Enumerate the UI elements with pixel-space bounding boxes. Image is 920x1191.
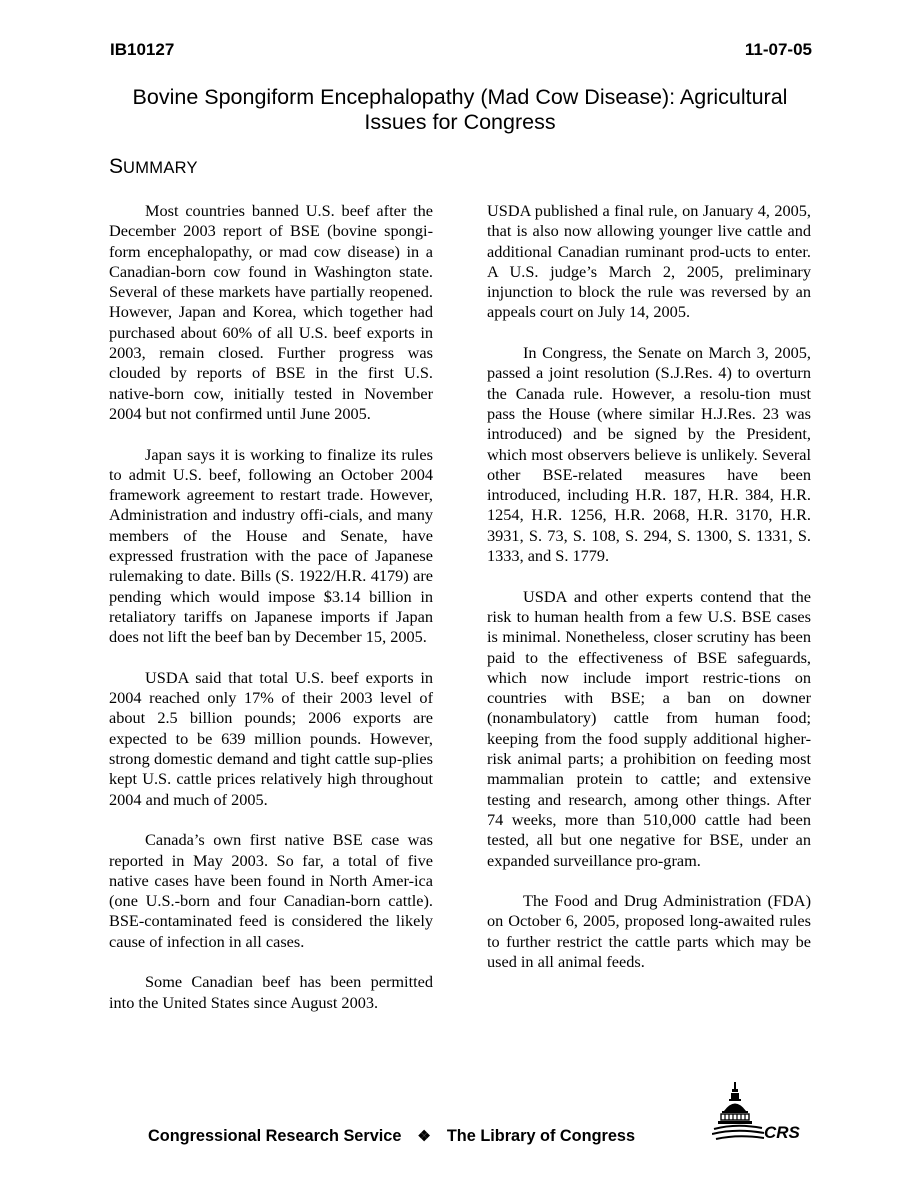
paragraph: USDA and other experts contend that the risk to human health from a few U.S. BSE cases is minimal. Nonetheless, closer scrutiny has been paid to the effectiveness of BSE safeguards, which now include import restric-tions on countries with BSE; a ban on downer (nonambulatory) cattle from human food; keeping from the food supply additional higher-risk animal parts; a prohibition on feeding most mammalian protein to cattle; and extensive testing and research, among other things. After 74 weeks, more than 510,000 cattle had been tested, all but one negative for BSE, under an expanded surveillance pro-gram. (487, 586, 811, 870)
paragraph: USDA said that total U.S. beef exports in 2004 reached only 17% of their 2003 level of about 2.5 billion pounds; 2006 exports are expected to be 639 million pounds. However, strong domestic demand and tight cattle sup-plies kept U.S. cattle prices relatively high throughout 2004 and much of 2005. (109, 667, 433, 809)
paragraph-continuation: USDA published a final rule, on January 4, 2005, that is also now allowing younger live cattle and additional Canadian ruminant prod-ucts to enter. A U.S. judge’s March 2, 2005, preliminary injunction to block the rule was reversed by an appeals court on July 14, 2005. (487, 201, 811, 322)
report-id: IB10127 (110, 40, 175, 59)
paragraph: In Congress, the Senate on March 3, 2005, passed a joint resolution (S.J.Res. 4) to overturn the Canada rule. However, a resolu-tion must pass the House (where similar H.J.Res. 23 was introduced) and be signed by the President, which most observers believe is unlikely. Several other BSE-related measures have been introduced, including H.R. 187, H.R. 384, H.R. 1254, H.R. 1256, H.R. 2068, H.R. 3170, H.R. 3931, S. 73, S. 108, S. 294, S. 1300, S. 1331, S. 1333, and S. 1779. (487, 343, 811, 566)
paragraph: Some Canadian beef has been permitted into the United States since August 2003. (109, 972, 433, 1012)
paragraph: The Food and Drug Administration (FDA) on October 6, 2005, proposed long-awaited rules to further restrict the cattle parts which may be used in all animal feeds. (487, 891, 811, 971)
paragraph: Japan says it is working to finalize its rules to admit U.S. beef, following an October 2004 framework agreement to restart trade. However, Administration and industry offi-cials, and many members of the House and Senate, have expressed frustration with the pace of Japanese rulemaking to date. Bills (S. 1922/H.R. 4179) are pending which would impose $3.14 billion in retaliatory tariffs on Japanese imports if Japan does not lift the beef ban by December 15, 2005. (109, 444, 433, 647)
heading-rest: UMMARY (123, 159, 198, 177)
heading-initial: S (109, 155, 124, 178)
paragraph: Canada’s own first native BSE case was reported in May 2003. So far, a total of five native cases have been found in North Amer-ica (one U.S.-born and four Canadian-born cattle). BSE-contaminated feed is considered the likely cause of infection in all cases. (109, 830, 433, 951)
diamond-separator-icon: ❖ (417, 1128, 431, 1145)
crs-capitol-logo-icon (712, 1080, 808, 1150)
section-heading-summary (109, 155, 198, 179)
document-title: Bovine Spongiform Encephalopathy (Mad Cow Disease): Agricultural Issues for Congress (132, 85, 788, 134)
crs-logo-text: CRS (764, 1123, 800, 1142)
right-column (487, 201, 811, 993)
paragraph: Most countries banned U.S. beef after the December 2003 report of BSE (bovine spongi-form encephalopathy, or mad cow disease) in a Canadian-born cow found in Washington state. Several of these markets have partially reopened. However, Japan and Korea, which together had purchased about 60% of all U.S. beef exports in 2003, remain closed. Further progress was clouded by reports of BSE in the first U.S. native-born cow, initially tested in November 2004 but not confirmed until June 2005. (109, 201, 433, 423)
footer (148, 1127, 635, 1146)
footer-library: The Library of Congress (446, 1127, 636, 1145)
footer-publisher: Congressional Research Service (148, 1127, 402, 1145)
left-column (109, 201, 433, 1033)
report-date: 11-07-05 (744, 40, 812, 59)
